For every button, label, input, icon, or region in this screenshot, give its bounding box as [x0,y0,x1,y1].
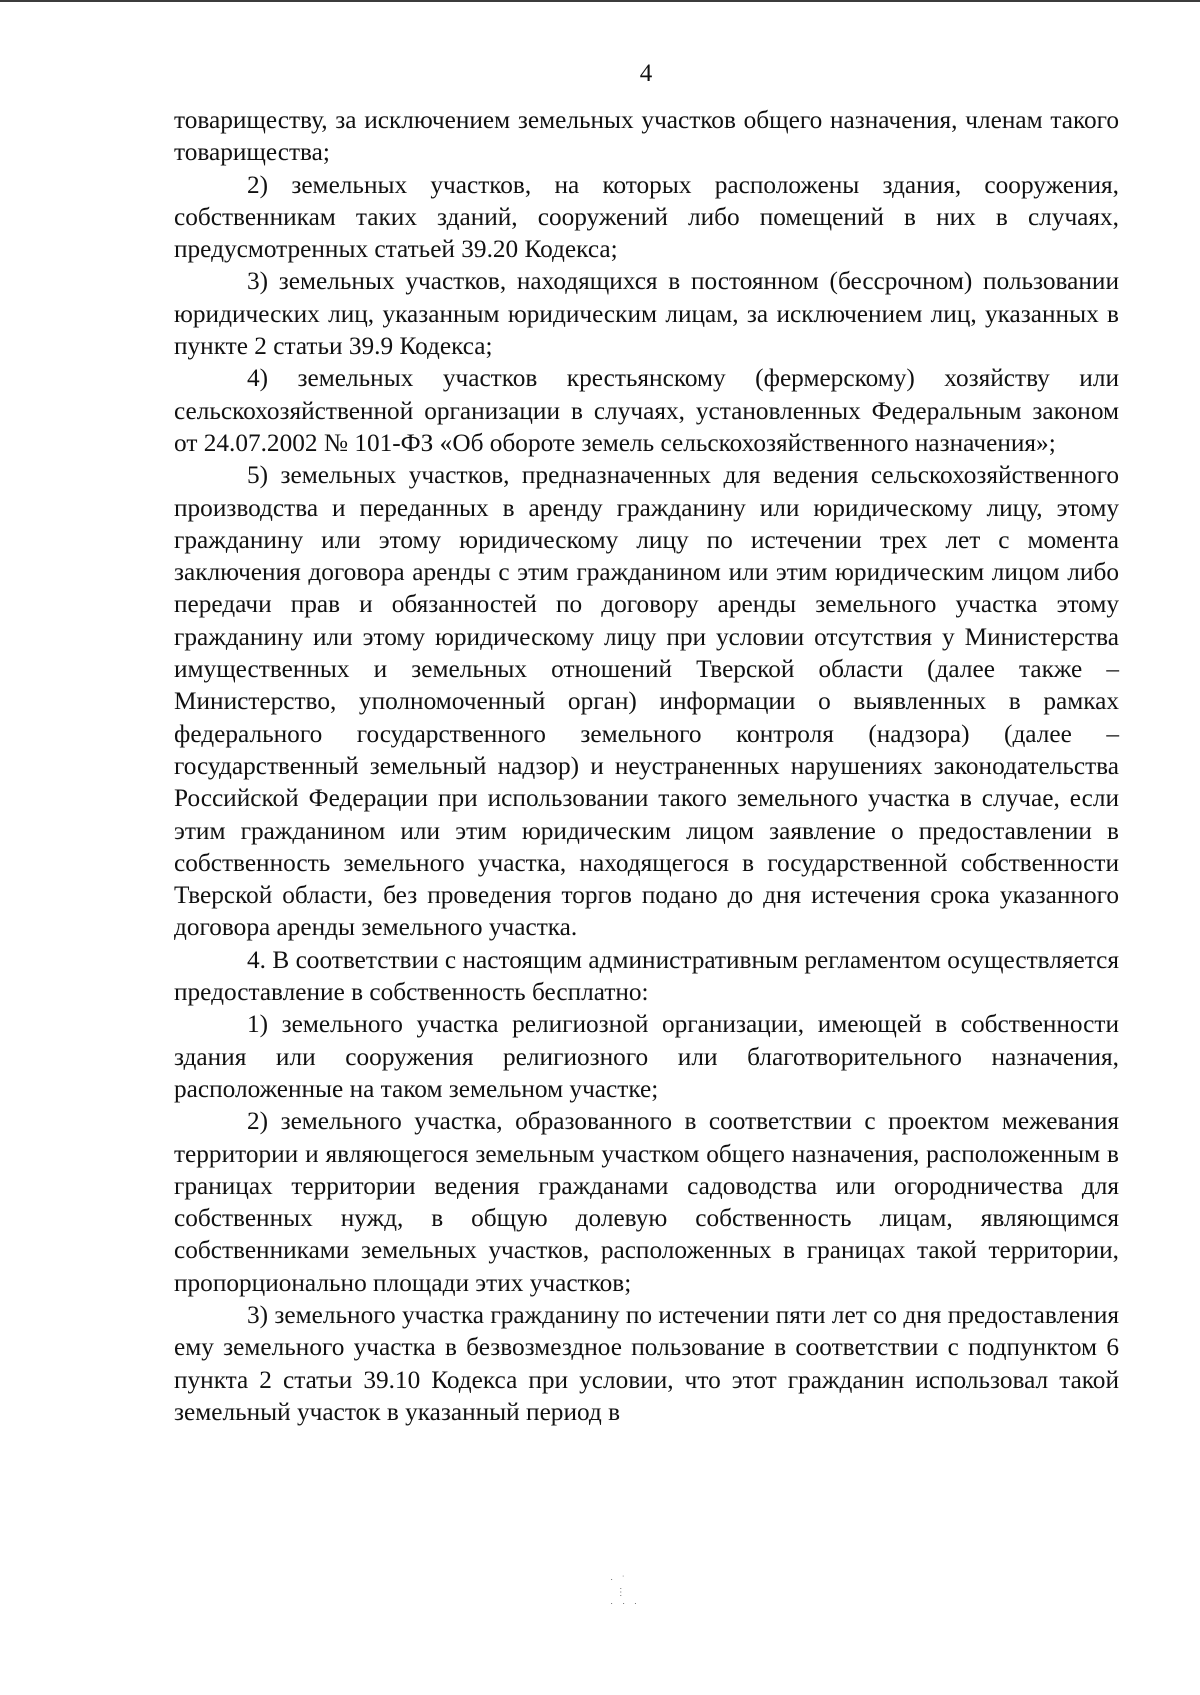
paragraph-section-4-item-3: 3) земельного участка гражданину по истечении пяти лет со дня предоставления ему земельного участка в безвозмездное пользование в соответствии с подпунктом 6 пункта 2 статьи 39.10 Кодекса при условии, что этот гражданин использовал такой земельный участок в указанный период в [174,1300,1119,1426]
paragraph-item-4: 4) земельных участков крестьянскому (фермерскому) хозяйству или сельскохозяйственной организации в случаях, установленных Федеральным законом от 24.07.2002 № 101-ФЗ «Об обороте земель сельскохозяйственного назначения»; [174,364,1119,457]
paragraph-item-3: 3) земельных участков, находящихся в постоянном (бессрочном) пользовании юридических лиц, указанным юридическим лицам, за исключением лиц, указанных в пункте 2 статьи 39.9 Кодекса; [174,267,1119,361]
paragraph-section-4-item-2: 2) земельного участка, образованного в соответствии с проектом межевания территории и являющегося земельным участком общего назначения, расположенным в границах территории ведения гражданами садоводства или огородничества для собственных нужд, в общую долевую собственность лицам, являющимся собственниками земельных участков, расположенных в границах такой территории, пропорционально площади этих участков; [174,1107,1119,1297]
paragraph-item-2: 2) земельных участков, на которых расположены здания, сооружения, собственникам таких зданий, сооружений либо помещений в них в случаях, предусмотренных статьей 39.20 Кодекса; [174,170,1119,264]
paragraph-section-4: 4. В соответствии с настоящим административным регламентом осуществляется предоставление в собственность бесплатно: [174,945,1119,1007]
paragraph-section-4-item-1: 1) земельного участка религиозной организации, имеющей в собственности здания или сооружения религиозного или благотворительного назначения, расположенные на таком земельном участке; [174,1010,1119,1103]
page-number: 4 [639,60,653,87]
scan-border-line [0,0,1200,2]
document-body [174,104,1119,1428]
scan-specks: ⋅ ˙ ⋮ ⋅ ⋅ ⋅ [610,1575,641,1610]
paragraph-item-5: 5) земельных участков, предназначенных для ведения сельскохозяйственного производства и переданных в аренду гражданину или юридическому лицу, этому гражданину или этому юридическому лицу по истечении трех лет с момента заключения договора аренды с этим гражданином или этим юридическим лицом либо передачи прав и обязанностей по договору аренды земельного участка этому гражданину или этому юридическому лицу при условии отсутствия у Министерства имущественных и земельных отношений Тверской области (далее также – Министерство, уполномоченный орган) информации о выявленных в рамках федерального государственного земельного контроля (надзора) (далее – государственный земельный надзор) и неустраненных нарушениях законодательства Российской Федерации при использовании такого земельного участка в случае, если этим гражданином или этим юридическим лицом заявление о предоставлении в собственность земельного участка, находящегося в государственной собственности Тверской области, без проведения торгов подано до дня истечения срока указанного договора аренды земельного участка. [174,461,1119,942]
paragraph-continuation: товариществу, за исключением земельных участков общего назначения, членам такого товарищества; [174,106,1119,167]
